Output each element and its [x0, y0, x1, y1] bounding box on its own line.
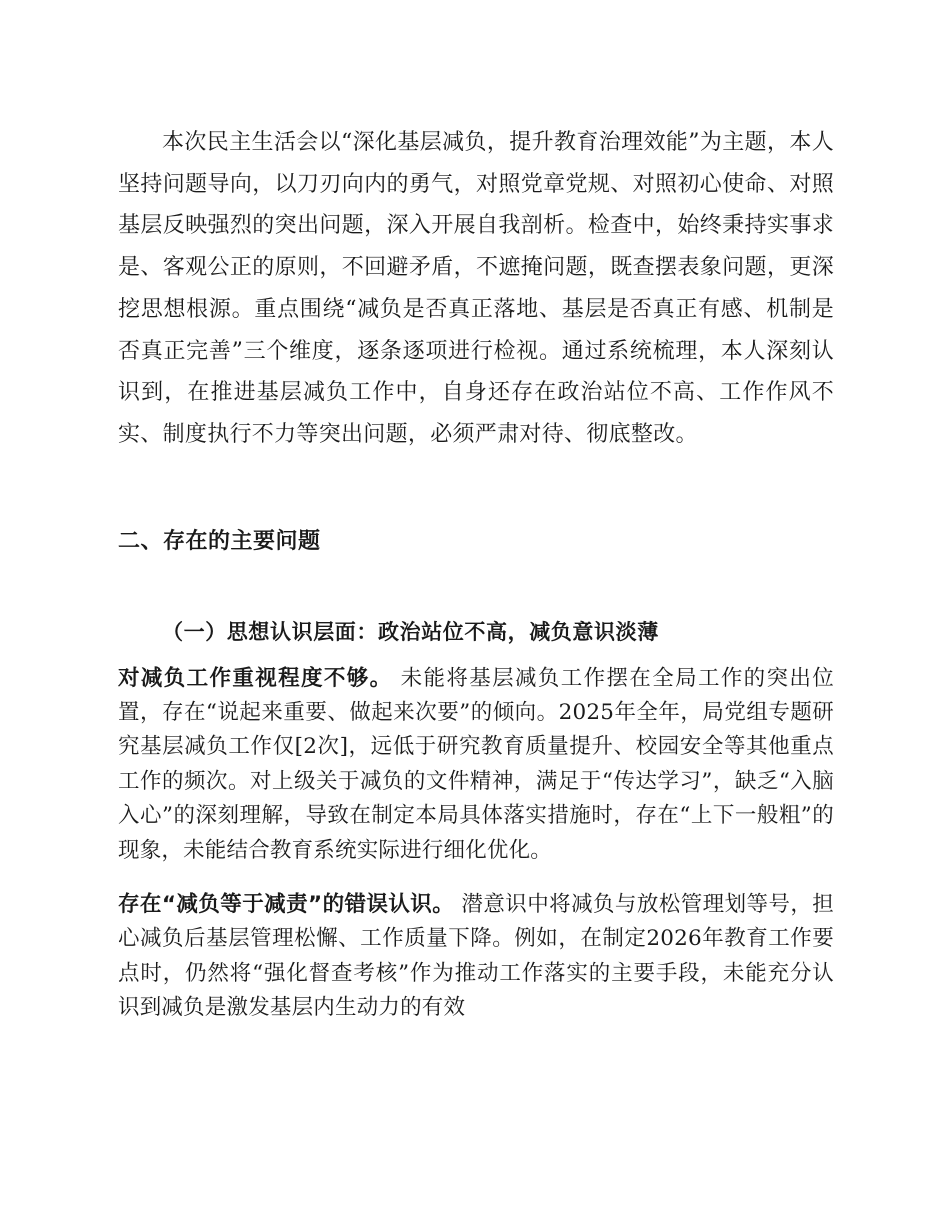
paragraph-body: 潜意识中将减负与放松管理划等号，担心减负后基层管理松懈、工作质量下降。例如，在制定2026年教育工作要点时，仍然将“强化督查考核”作为推动工作落实的主要手段，未能充分认识到减负是激发基层内生动力的有效 — [118, 892, 835, 1021]
document-page — [118, 122, 834, 1026]
section-heading: 二、存在的主要问题 — [118, 528, 321, 554]
problem-paragraph-1 — [118, 662, 834, 868]
intro-paragraph: 本次民主生活会以“深化基层减负，提升教育治理效能”为主题，本人坚持问题导向，以刀刃向内的勇气，对照党章党规、对照初心使命、对照基层反映强烈的突出问题，深入开展自我剖析。检查中，始终秉持实事求是、客观公正的原则，不回避矛盾，不遮掩问题，既查摆表象问题，更深挖思想根源。重点围绕“减负是否真正落地、基层是否真正有感、机制是否真正完善”三个维度，逐条逐项进行检视。通过系统梳理，本人深刻认识到，在推进基层减负工作中，自身还存在政治站位不高、工作作风不实、制度执行不力等突出问题，必须严肃对待、彻底整改。 — [118, 130, 834, 447]
subsection-heading: （一）思想认识层面：政治站位不高，减负意识淡薄 — [162, 618, 659, 644]
problem-paragraph-2 — [118, 888, 834, 1026]
paragraph-lead: 对减负工作重视程度不够。 — [118, 665, 393, 691]
paragraph-body: 未能将基层减负工作摆在全局工作的突出位置，存在“说起来重要、做起来次要”的倾向。2025年全年，局党组专题研究基层减负工作仅[2次]，远低于研究教育质量提升、校园安全等其他重点工作的频次。对上级关于减负的文件精神，满足于“传达学习”，缺乏“入脑入心”的深刻理解，导致在制定本局具体落实措施时，存在“上下一般粗”的现象，未能结合教育系统实际进行细化优化。 — [118, 665, 834, 863]
paragraph-lead: 存在“减负等于减责”的错误认识。 — [118, 892, 455, 918]
